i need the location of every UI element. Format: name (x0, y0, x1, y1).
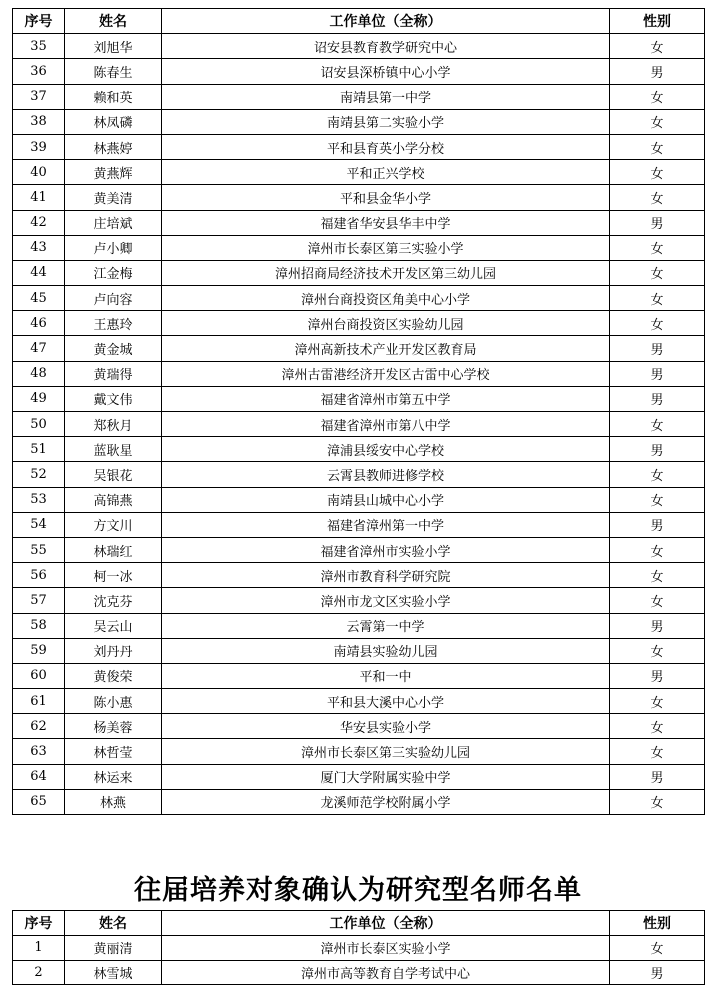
table-row (13, 34, 705, 59)
cell-name: 林燕婷 (65, 134, 162, 159)
cell-gender: 男 (610, 960, 705, 985)
cell-serial: 45 (13, 286, 65, 311)
cell-name: 吴银花 (65, 462, 162, 487)
cell-name: 戴文伟 (65, 386, 162, 411)
cell-gender: 女 (610, 588, 705, 613)
cell-gender: 女 (610, 34, 705, 59)
cell-workplace: 漳州市长泰区第三实验幼儿园 (162, 739, 610, 764)
cell-serial: 65 (13, 789, 65, 814)
cell-gender: 女 (610, 689, 705, 714)
cell-gender: 男 (610, 613, 705, 638)
cell-name: 郑秋月 (65, 412, 162, 437)
cell-workplace: 福建省漳州市第五中学 (162, 386, 610, 411)
table-row (13, 412, 705, 437)
cell-workplace: 南靖县实验幼儿园 (162, 638, 610, 663)
cell-serial: 57 (13, 588, 65, 613)
cell-name: 林凤磷 (65, 109, 162, 134)
cell-serial: 41 (13, 185, 65, 210)
cell-gender: 男 (610, 437, 705, 462)
cell-workplace: 云霄第一中学 (162, 613, 610, 638)
cell-name: 杨美蓉 (65, 714, 162, 739)
cell-workplace: 漳州古雷港经济开发区古雷中心学校 (162, 361, 610, 386)
table-row (13, 663, 705, 688)
cell-workplace: 平和县育英小学分校 (162, 134, 610, 159)
cell-name: 蓝耿星 (65, 437, 162, 462)
cell-gender: 女 (610, 134, 705, 159)
cell-gender: 女 (610, 84, 705, 109)
header-name: 姓名 (65, 9, 162, 34)
cell-workplace: 福建省漳州市第八中学 (162, 412, 610, 437)
cell-gender: 女 (610, 286, 705, 311)
cell-gender: 男 (610, 512, 705, 537)
cell-serial: 2 (13, 960, 65, 985)
cell-gender: 女 (610, 537, 705, 562)
cell-workplace: 福建省漳州市实验小学 (162, 537, 610, 562)
cell-serial: 64 (13, 764, 65, 789)
cell-gender: 男 (610, 361, 705, 386)
cell-workplace: 漳州市长泰区实验小学 (162, 935, 610, 960)
table-header-row (13, 911, 705, 936)
table-row (13, 563, 705, 588)
cell-name: 黄丽清 (65, 935, 162, 960)
cell-name: 林雪城 (65, 960, 162, 985)
cell-workplace: 漳浦县绥安中心学校 (162, 437, 610, 462)
cell-serial: 62 (13, 714, 65, 739)
cell-name: 刘旭华 (65, 34, 162, 59)
cell-serial: 51 (13, 437, 65, 462)
table-row (13, 537, 705, 562)
cell-name: 吴云山 (65, 613, 162, 638)
cell-workplace: 龙溪师范学校附属小学 (162, 789, 610, 814)
cell-name: 黄俊荣 (65, 663, 162, 688)
table-row (13, 588, 705, 613)
cell-name: 林瑞红 (65, 537, 162, 562)
table-row (13, 462, 705, 487)
table-row (13, 714, 705, 739)
cell-gender: 女 (610, 160, 705, 185)
header-serial: 序号 (13, 9, 65, 34)
cell-gender: 女 (610, 563, 705, 588)
cell-workplace: 漳州市龙文区实验小学 (162, 588, 610, 613)
table-row (13, 336, 705, 361)
cell-serial: 37 (13, 84, 65, 109)
table-row (13, 286, 705, 311)
table-row (13, 638, 705, 663)
section-title: 往届培养对象确认为研究型名师名单 (134, 875, 582, 906)
cell-name: 黄瑞得 (65, 361, 162, 386)
cell-workplace: 南靖县第一中学 (162, 84, 610, 109)
cell-serial: 50 (13, 412, 65, 437)
table-row (13, 739, 705, 764)
table-row (13, 84, 705, 109)
cell-name: 赖和英 (65, 84, 162, 109)
cell-gender: 女 (610, 235, 705, 260)
cell-workplace: 华安县实验小学 (162, 714, 610, 739)
cell-gender: 男 (610, 386, 705, 411)
cell-serial: 55 (13, 537, 65, 562)
cell-name: 庄培斌 (65, 210, 162, 235)
table-row (13, 260, 705, 285)
header-gender: 性别 (610, 9, 705, 34)
cell-workplace: 南靖县山城中心小学 (162, 487, 610, 512)
cell-workplace: 漳州高新技术产业开发区教育局 (162, 336, 610, 361)
cell-gender: 女 (610, 739, 705, 764)
cell-name: 黄燕辉 (65, 160, 162, 185)
cell-serial: 54 (13, 512, 65, 537)
table-row (13, 59, 705, 84)
table-row (13, 311, 705, 336)
cell-name: 林哲莹 (65, 739, 162, 764)
cell-name: 柯一冰 (65, 563, 162, 588)
cell-name: 陈小惠 (65, 689, 162, 714)
table-row (13, 613, 705, 638)
table-row (13, 134, 705, 159)
header-workplace: 工作单位（全称） (162, 9, 610, 34)
table-row (13, 487, 705, 512)
cell-gender: 女 (610, 260, 705, 285)
cell-gender: 女 (610, 714, 705, 739)
cell-name: 方文川 (65, 512, 162, 537)
cell-gender: 女 (610, 185, 705, 210)
cell-gender: 女 (610, 412, 705, 437)
cell-workplace: 南靖县第二实验小学 (162, 109, 610, 134)
cell-serial: 36 (13, 59, 65, 84)
cell-gender: 女 (610, 109, 705, 134)
cell-name: 刘丹丹 (65, 638, 162, 663)
cell-workplace: 漳州台商投资区实验幼儿园 (162, 311, 610, 336)
cell-serial: 56 (13, 563, 65, 588)
cell-workplace: 厦门大学附属实验中学 (162, 764, 610, 789)
table-row (13, 160, 705, 185)
cell-gender: 男 (610, 336, 705, 361)
header-name: 姓名 (65, 911, 162, 936)
cell-serial: 60 (13, 663, 65, 688)
cell-workplace: 平和县金华小学 (162, 185, 610, 210)
cell-serial: 61 (13, 689, 65, 714)
table-row (13, 512, 705, 537)
cell-workplace: 漳州台商投资区角美中心小学 (162, 286, 610, 311)
cell-gender: 男 (610, 59, 705, 84)
table-row (13, 109, 705, 134)
table-row (13, 935, 705, 960)
cell-serial: 58 (13, 613, 65, 638)
header-gender: 性别 (610, 911, 705, 936)
cell-workplace: 漳州招商局经济技术开发区第三幼儿园 (162, 260, 610, 285)
table-row (13, 689, 705, 714)
cell-workplace: 平和一中 (162, 663, 610, 688)
header-serial: 序号 (13, 911, 65, 936)
cell-name: 高锦燕 (65, 487, 162, 512)
cell-name: 林燕 (65, 789, 162, 814)
table-row (13, 361, 705, 386)
cell-gender: 女 (610, 638, 705, 663)
table-row (13, 235, 705, 260)
cell-serial: 48 (13, 361, 65, 386)
table-row (13, 437, 705, 462)
cell-gender: 女 (610, 935, 705, 960)
cell-serial: 49 (13, 386, 65, 411)
roster-table-continued (12, 8, 705, 815)
cell-serial: 44 (13, 260, 65, 285)
table-row (13, 185, 705, 210)
table-row (13, 789, 705, 814)
cell-serial: 43 (13, 235, 65, 260)
table-row (13, 210, 705, 235)
cell-serial: 42 (13, 210, 65, 235)
cell-gender: 男 (610, 663, 705, 688)
table-row (13, 386, 705, 411)
cell-serial: 63 (13, 739, 65, 764)
cell-gender: 女 (610, 487, 705, 512)
cell-name: 卢小卿 (65, 235, 162, 260)
cell-serial: 59 (13, 638, 65, 663)
cell-serial: 39 (13, 134, 65, 159)
cell-workplace: 云霄县教师进修学校 (162, 462, 610, 487)
cell-serial: 38 (13, 109, 65, 134)
cell-workplace: 福建省华安县华丰中学 (162, 210, 610, 235)
cell-serial: 53 (13, 487, 65, 512)
cell-name: 陈春生 (65, 59, 162, 84)
cell-serial: 1 (13, 935, 65, 960)
cell-workplace: 漳州市长泰区第三实验小学 (162, 235, 610, 260)
cell-name: 江金梅 (65, 260, 162, 285)
confirmed-teachers-table (12, 910, 705, 985)
cell-serial: 46 (13, 311, 65, 336)
cell-workplace: 诏安县教育教学研究中心 (162, 34, 610, 59)
cell-gender: 女 (610, 462, 705, 487)
cell-name: 黄美清 (65, 185, 162, 210)
cell-serial: 47 (13, 336, 65, 361)
cell-name: 王惠玲 (65, 311, 162, 336)
cell-workplace: 福建省漳州第一中学 (162, 512, 610, 537)
table-row (13, 960, 705, 985)
cell-serial: 35 (13, 34, 65, 59)
cell-name: 黄金城 (65, 336, 162, 361)
cell-workplace: 漳州市教育科学研究院 (162, 563, 610, 588)
cell-name: 卢向容 (65, 286, 162, 311)
cell-workplace: 平和正兴学校 (162, 160, 610, 185)
cell-workplace: 诏安县深桥镇中心小学 (162, 59, 610, 84)
cell-name: 林运来 (65, 764, 162, 789)
cell-workplace: 平和县大溪中心小学 (162, 689, 610, 714)
cell-gender: 女 (610, 789, 705, 814)
cell-serial: 40 (13, 160, 65, 185)
cell-name: 沈克芬 (65, 588, 162, 613)
cell-gender: 女 (610, 311, 705, 336)
table-row (13, 764, 705, 789)
table-header-row (13, 9, 705, 34)
cell-serial: 52 (13, 462, 65, 487)
cell-gender: 男 (610, 764, 705, 789)
cell-workplace: 漳州市高等教育自学考试中心 (162, 960, 610, 985)
cell-gender: 男 (610, 210, 705, 235)
header-workplace: 工作单位（全称） (162, 911, 610, 936)
